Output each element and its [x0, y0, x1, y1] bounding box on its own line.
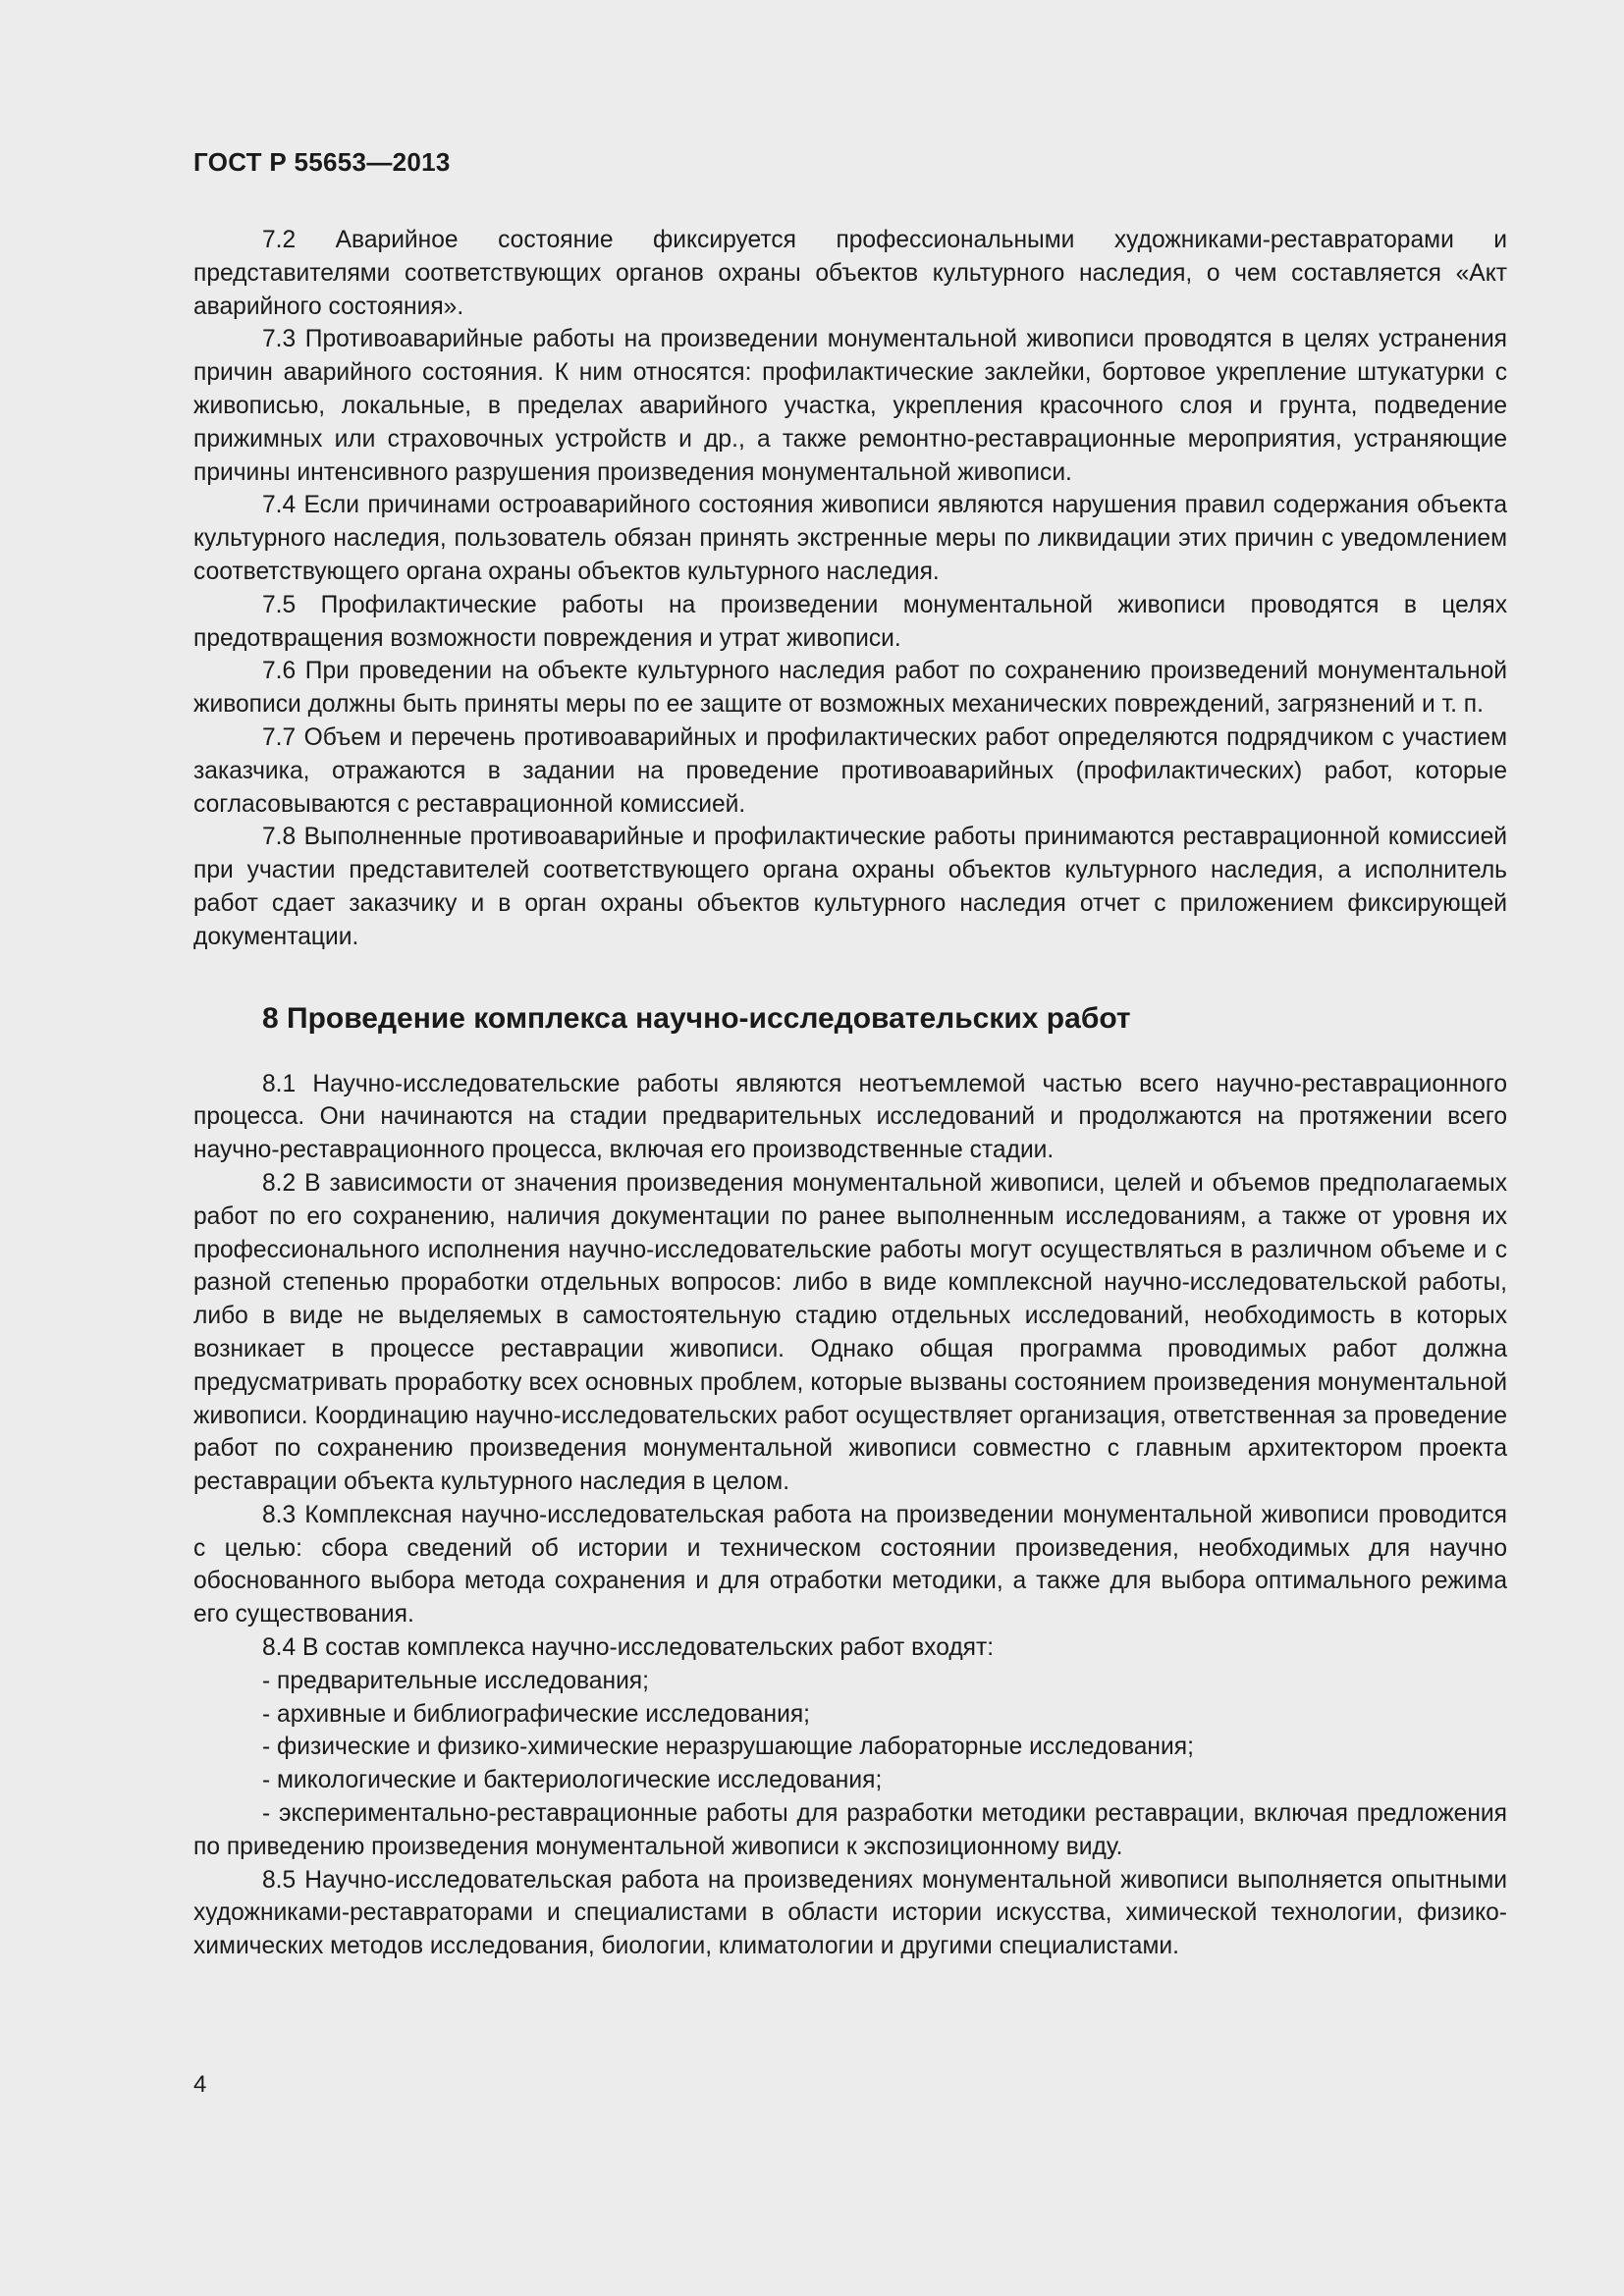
paragraph-8-2: 8.2 В зависимости от значения произведения монументальной живописи, целей и объемов предполагаемых работ по его сохранению, наличия документации по ранее выполненным исследованиям, а также от уровня их профессионального исполнения научно-исследовательские работы могут осуществляться в различном объеме и с разной степенью проработки отдельных вопросов: либо в виде комплексной научно-исследовательской работы, либо в виде не выделяемых в самостоятельную стадию отдельных исследований, необходимость в которых возникает в процессе реставрации живописи. Однако общая программа проводимых работ должна предусматривать проработку всех основных проблем, которые вызваны состоянием произведения монументальной живописи. Координацию научно-исследовательских работ осуществляет организация, ответственная за проведение работ по сохранению произведения монументальной живописи совместно с главным архитектором проекта реставрации объекта культурного наследия в целом.: [193, 1169, 1507, 1496]
page-number: 4: [193, 2071, 207, 2098]
paragraph-7-4: 7.4 Если причинами остроаварийного состояния живописи являются нарушения правил содержания объекта культурного наследия, пользователь обязан принять экстренные меры по ликвидации этих причин с уведомлением соответствующего органа охраны объектов культурного наследия.: [193, 492, 1507, 585]
list-item: - архивные и библиографические исследования;: [262, 1700, 810, 1728]
document-body: [193, 224, 1507, 1963]
paragraph-7-5: 7.5 Профилактические работы на произведении монументальной живописи проводятся в целях предотвращения возможности повреждения и утрат живописи.: [193, 591, 1507, 652]
paragraph-8-3: 8.3 Комплексная научно-исследовательская работа на произведении монументальной живописи проводится с целью: сбора сведений об истории и техническом состоянии произведения, необходимых для научно обоснованного выбора метода сохранения и для отработки методики, а также для выбора оптимального режима его существования.: [193, 1501, 1507, 1629]
paragraph-7-8: 7.8 Выполненные противоаварийные и профилактические работы принимаются реставрационной комиссией при участии представителей соответствующего органа охраны объектов культурного наследия, а исполнитель работ сдает заказчику и в орган охраны объектов культурного наследия отчет с приложением фиксирующей документации.: [193, 824, 1507, 950]
list-item: - микологические и бактериологические исследования;: [262, 1767, 883, 1794]
list-item: - экспериментально-реставрационные работы для разработки методики реставрации, включая предложения по приведению произведения монументальной живописи к экспозиционному виду.: [193, 1800, 1507, 1860]
paragraph-8-5: 8.5 Научно-исследовательская работа на произведениях монументальной живописи выполняется опытными художниками-реставраторами и специалистами в области истории искусства, химической технологии, физико-химических методов исследования, биологии, климатологии и другими специалистами.: [193, 1866, 1507, 1960]
paragraph-7-2: 7.2 Аварийное состояние фиксируется профессиональными художниками-реставраторами и представителями соответствующих органов охраны объектов культурного наследия, о чем составляется «Акт аварийного состояния».: [193, 227, 1507, 320]
paragraph-7-7: 7.7 Объем и перечень противоаварийных и профилактических работ определяются подрядчиком с участием заказчика, отражаются в задании на проведение противоаварийных (профилактических) работ, которые согласовываются с реставрационной комиссией.: [193, 723, 1507, 818]
list-item: - физические и физико-химические неразрушающие лабораторные исследования;: [262, 1734, 1194, 1761]
paragraph-8-1: 8.1 Научно-исследовательские работы являются неотъемлемой частью всего научно-реставрационного процесса. Они начинаются на стадии предварительных исследований и продолжаются на протяжении всего научно-реставрационного процесса, включая его производственные стадии.: [193, 1070, 1507, 1164]
section-8-heading: 8 Проведение комплекса научно-исследовательских работ: [262, 1001, 1131, 1035]
paragraph-7-3: 7.3 Противоаварийные работы на произведении монументальной живописи проводятся в целях устранения причин аварийного состояния. К ним относятся: профилактические заклейки, бортовое укрепление штукатурки с живописью, локальные, в пределах аварийного участка, укрепления красочного слоя и грунта, подведение прижимных или страховочных устройств и др., а также ремонтно-реставрационные мероприятия, устраняющие причины интенсивного разрушения произведения монументальной живописи.: [193, 326, 1507, 486]
paragraph-8-4: 8.4 В состав комплекса научно-исследовательских работ входят:: [262, 1634, 995, 1662]
document-header-title: ГОСТ Р 55653—2013: [193, 147, 451, 177]
list-item: - предварительные исследования;: [262, 1667, 649, 1694]
paragraph-7-6: 7.6 При проведении на объекте культурного наследия работ по сохранению произведений монументальной живописи должны быть приняты меры по ее защите от возможных механических повреждений, загрязнений и т. п.: [193, 658, 1507, 719]
